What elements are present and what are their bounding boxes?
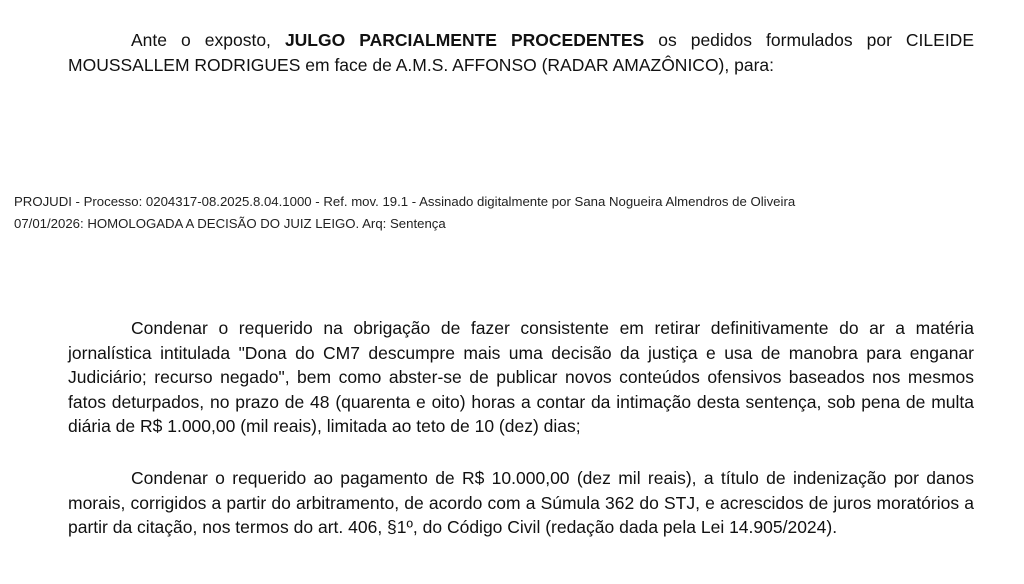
footer-line-date: 07/01/2026: HOMOLOGADA A DECISÃO DO JUIZ LEIGO. Arq: Sentença [14, 216, 446, 231]
judgment-ruling: JULGO PARCIALMENTE PROCEDENTES [284, 30, 645, 50]
judgment-lead: Ante o exposto, [131, 30, 285, 50]
obligation-paragraph [68, 316, 974, 439]
damages-text: Condenar o requerido ao pagamento de R$ 10.000,00 (dez mil reais), a título de indenização por danos morais, corrigidos a partir do arbitramento, de acordo com a Súmula 362 do STJ, e acrescidos de juros moratórios a partir da citação, nos termos do art. 406, §1º, do Código Civil (redação dada pela Lei 14.905/2024). [68, 468, 974, 538]
obligation-text: Condenar o requerido na obrigação de fazer consistente em retirar definitivamente do ar a matéria jornalística intitulada "Dona do CM7 descumpre mais uma decisão da justiça e usa de manobra para enganar Judiciário; recurso negado", bem como abster-se de publicar novos conteúdos ofensivos baseados nos mesmos fatos deturpados, no prazo de 48 (quarenta e oito) horas a contar da intimação desta sentença, sob pena de multa diária de R$ 1.000,00 (mil reais), limitada ao teto de 10 (dez) dias; [68, 318, 974, 437]
footer-line-process: PROJUDI - Processo: 0204317-08.2025.8.04.1000 - Ref. mov. 19.1 - Assinado digitalmente por Sana Nogueira Almendros de Oliveira [14, 194, 796, 209]
digital-signature-footer [14, 191, 1004, 235]
damages-paragraph [68, 466, 974, 540]
judgment-paragraph [68, 28, 974, 77]
judgment-parties: os pedidos formulados por CILEIDE MOUSSALLEM RODRIGUES em face de A.M.S. AFFONSO (RADAR AMAZÔNICO), para: [68, 30, 974, 75]
